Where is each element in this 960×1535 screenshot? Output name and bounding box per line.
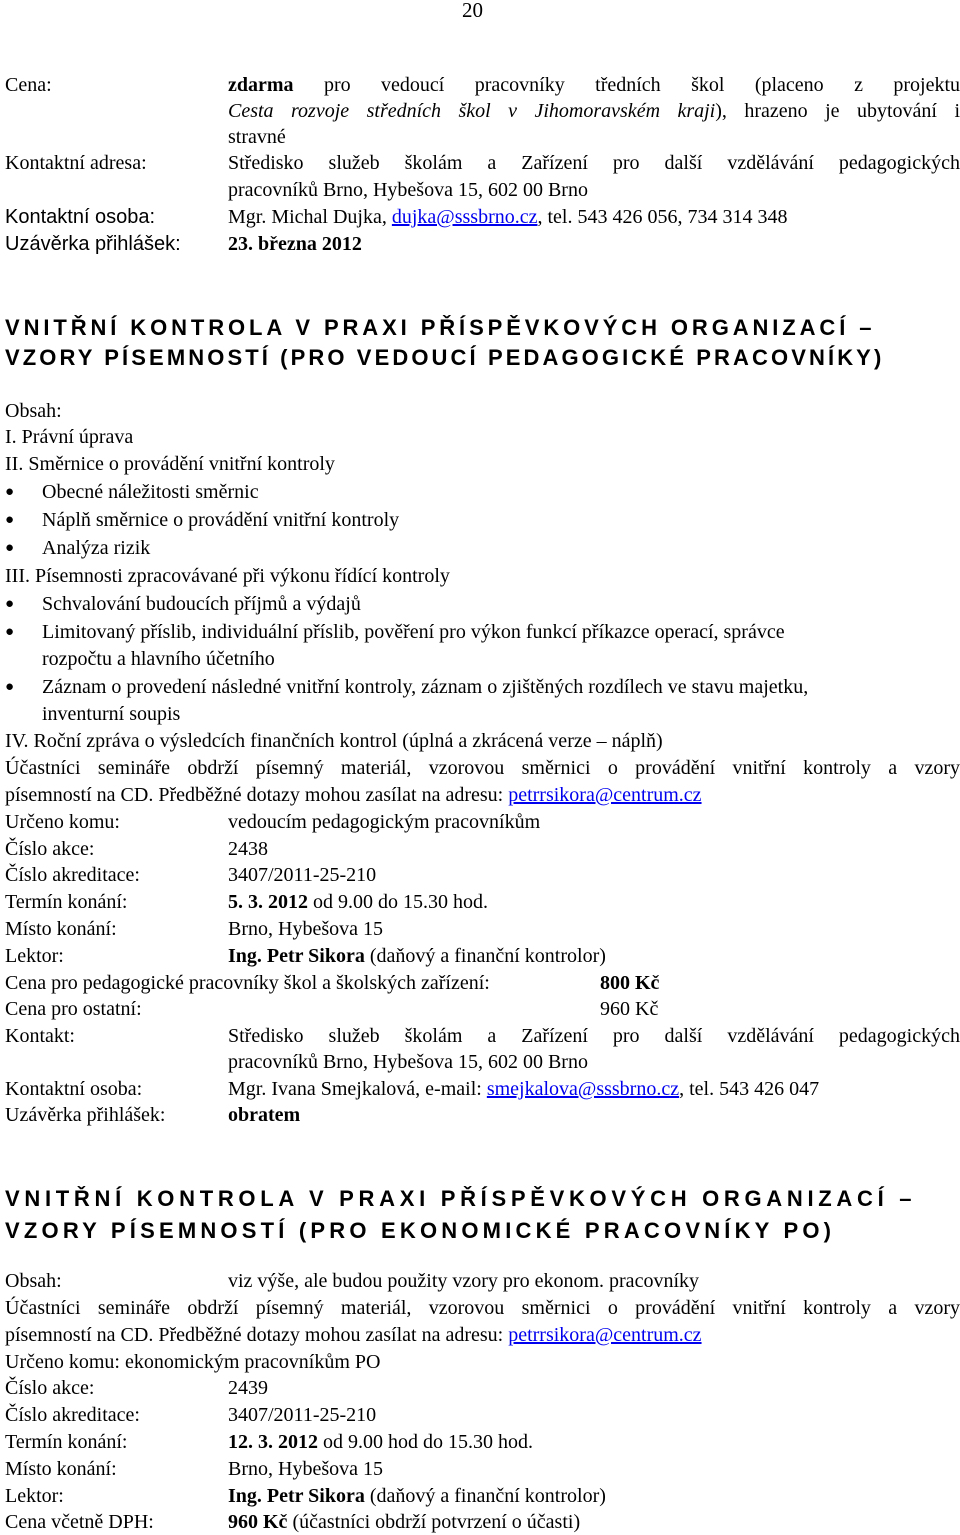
page-number: 20 xyxy=(462,0,483,22)
bullet-icon: ● xyxy=(5,624,15,640)
list-item: Záznam o provedení následné vnitřní kontroly, záznam o zjištěných rozdílech ve stavu majetku, xyxy=(42,676,809,698)
list-item: Náplň směrnice o provádění vnitřní kontroly xyxy=(42,509,400,531)
cislo-akreditace-value: 3407/2011-25-210 xyxy=(228,864,377,886)
cislo-akce-label: Číslo akce: xyxy=(5,838,95,860)
termin-label: Termín konání: xyxy=(5,891,128,913)
uzaverka-value: 23. března 2012 xyxy=(228,233,362,255)
bullet-icon: ● xyxy=(5,596,15,612)
lektor-value: Ing. Petr Sikora (daňový a finanční kontrolor) xyxy=(228,945,606,967)
lektor-value: Ing. Petr Sikora (daňový a finanční kontrolor) xyxy=(228,1485,606,1507)
list-item-continuation: rozpočtu a hlavního účetního xyxy=(42,648,275,670)
misto-value: Brno, Hybešova 15 xyxy=(228,1458,383,1480)
obsah-label: Obsah: xyxy=(5,400,62,422)
lektor-label: Lektor: xyxy=(5,1485,64,1507)
section-heading-line-2: VZORY PÍSEMNOSTÍ (PRO EKONOMICKÉ PRACOVNÍKY PO) xyxy=(5,1218,836,1243)
cislo-akreditace-label: Číslo akreditace: xyxy=(5,864,140,886)
kontaktni-osoba-value: Mgr. Michal Dujka, dujka@sssbrno.cz, tel. 543 426 056, 734 314 348 xyxy=(228,206,788,228)
note-line-1: Účastníci semináře obdrží písemný materiál, vzorovou směrnici o provádění vnitřní kontroly a vzory xyxy=(5,1297,960,1319)
section-heading-line-2: VZORY PÍSEMNOSTÍ (PRO VEDOUCÍ PEDAGOGICKÉ PRACOVNÍKY) xyxy=(5,345,885,370)
note-line-2: písemností na CD. Předběžné dotazy mohou zasílat na adresu: petrrsikora@centrum.cz xyxy=(5,784,702,806)
misto-label: Místo konání: xyxy=(5,1458,117,1480)
lektor-label: Lektor: xyxy=(5,945,64,967)
kontaktni-adresa-label: Kontaktní adresa: xyxy=(5,152,147,174)
section-heading-line-1: VNITŘNÍ KONTROLA V PRAXI PŘÍSPĚVKOVÝCH ORGANIZACÍ – xyxy=(5,1186,917,1211)
misto-label: Místo konání: xyxy=(5,918,117,940)
cena-dph-value: 960 Kč (účastníci obdrží potvrzení o účasti) xyxy=(228,1511,581,1533)
section-iii: III. Písemnosti zpracovávané při výkonu řídící kontroly xyxy=(5,565,450,587)
kontakt-line-2: pracovníků Brno, Hybešova 15, 602 00 Brno xyxy=(228,1051,588,1073)
section-heading-line-1: VNITŘNÍ KONTROLA V PRAXI PŘÍSPĚVKOVÝCH ORGANIZACÍ – xyxy=(5,315,876,340)
email-link[interactable]: dujka@sssbrno.cz xyxy=(391,206,538,228)
cena-label: Cena: xyxy=(5,74,52,96)
email-link[interactable]: smejkalova@sssbrno.cz xyxy=(486,1078,680,1100)
cislo-akce-label: Číslo akce: xyxy=(5,1377,95,1399)
note-line-1: Účastníci semináře obdrží písemný materiál, vzorovou směrnici o provádění vnitřní kontroly a vzory xyxy=(5,757,960,779)
bullet-icon: ● xyxy=(5,484,15,500)
list-item-continuation: inventurní soupis xyxy=(42,703,181,725)
section-iv: IV. Roční zpráva o výsledcích finančních kontrol (úplná a zkrácená verze – náplň) xyxy=(5,730,663,752)
kontaktni-adresa-line-1: Středisko služeb školám a Zařízení pro další vzdělávání pedagogických xyxy=(228,152,960,174)
misto-value: Brno, Hybešova 15 xyxy=(228,918,383,940)
cena-line-3: stravné xyxy=(228,126,286,148)
email-link[interactable]: petrrsikora@centrum.cz xyxy=(508,1324,702,1346)
bullet-icon: ● xyxy=(5,512,15,528)
cena-line-2: Cesta rozvoje středních škol v Jihomoravském kraji), hrazeno je ubytování i xyxy=(228,100,960,122)
section-ii: II. Směrnice o provádění vnitřní kontroly xyxy=(5,453,335,475)
kontakt-line-1: Středisko služeb školám a Zařízení pro další vzdělávání pedagogických xyxy=(228,1025,960,1047)
kontaktni-osoba-label: Kontaktní osoba: xyxy=(5,1078,143,1100)
urceno-value: vedoucím pedagogickým pracovníkům xyxy=(228,811,541,833)
cislo-akce-value: 2438 xyxy=(228,838,268,860)
cislo-akreditace-value: 3407/2011-25-210 xyxy=(228,1404,377,1426)
cislo-akreditace-label: Číslo akreditace: xyxy=(5,1404,140,1426)
urceno-line: Určeno komu: ekonomickým pracovníkům PO xyxy=(5,1351,381,1373)
kontakt-label: Kontakt: xyxy=(5,1025,75,1047)
kontaktni-osoba-value: Mgr. Ivana Smejkalová, e-mail: smejkalova@sssbrno.cz, tel. 543 426 047 xyxy=(228,1078,820,1100)
cena-ostatni-value: 960 Kč xyxy=(600,998,659,1020)
termin-value: 12. 3. 2012 od 9.00 hod do 15.30 hod. xyxy=(228,1431,533,1453)
uzaverka-value: obratem xyxy=(228,1104,301,1126)
list-item: Analýza rizik xyxy=(42,537,151,559)
kontaktni-adresa-line-2: pracovníků Brno, Hybešova 15, 602 00 Brno xyxy=(228,179,588,201)
cena-line-1: zdarma pro vedoucí pracovníky tředních škol (placeno z projektu xyxy=(228,74,960,96)
cislo-akce-value: 2439 xyxy=(228,1377,268,1399)
cena-dph-label: Cena včetně DPH: xyxy=(5,1511,154,1533)
termin-label: Termín konání: xyxy=(5,1431,128,1453)
uzaverka-label: Uzávěrka přihlášek: xyxy=(5,1104,166,1126)
bullet-icon: ● xyxy=(5,540,15,556)
email-link[interactable]: petrrsikora@centrum.cz xyxy=(508,784,702,806)
kontaktni-osoba-label: Kontaktní osoba: xyxy=(5,206,156,228)
obsah-label: Obsah: xyxy=(5,1270,62,1292)
section-i: I. Právní úprava xyxy=(5,426,134,448)
list-item: Obecné náležitosti směrnic xyxy=(42,481,259,503)
uzaverka-label: Uzávěrka přihlášek: xyxy=(5,233,181,255)
obsah-value: viz výše, ale budou použity vzory pro ekonom. pracovníky xyxy=(228,1270,699,1292)
cena-ostatni-label: Cena pro ostatní: xyxy=(5,998,142,1020)
list-item: Schvalování budoucích příjmů a výdajů xyxy=(42,593,361,615)
list-item: Limitovaný příslib, individuální příslib, pověření pro výkon funkcí příkazce operací, správce xyxy=(42,621,785,643)
cena-ped-value: 800 Kč xyxy=(600,972,660,994)
bullet-icon: ● xyxy=(5,679,15,695)
urceno-label: Určeno komu: xyxy=(5,811,120,833)
cena-ped-label: Cena pro pedagogické pracovníky škol a školských zařízení: xyxy=(5,972,490,994)
note-line-2: písemností na CD. Předběžné dotazy mohou zasílat na adresu: petrrsikora@centrum.cz xyxy=(5,1324,702,1346)
termin-value: 5. 3. 2012 od 9.00 do 15.30 hod. xyxy=(228,891,488,913)
